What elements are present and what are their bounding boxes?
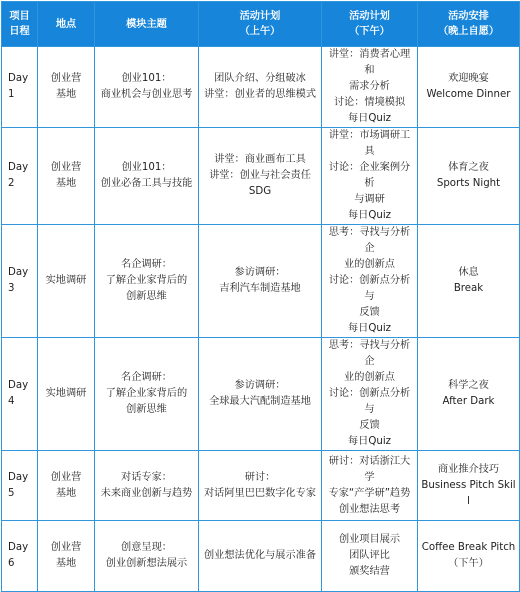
- cell-theme: 创业101： 商业机会与创业思考: [95, 47, 199, 128]
- cell-afternoon: 讲堂：市场调研工具 讨论：企业案例分析 与调研 每日Quiz: [322, 128, 418, 225]
- cell-afternoon: 讲堂：消费者心理和 需求分析 讨论：情境模拟 每日Quiz: [322, 47, 418, 128]
- cell-afternoon: 思考：寻找与分析企 业的创新点 讨论：创新点分析与 反馈 每日Quiz: [322, 225, 418, 338]
- header-afternoon: 活动计划 （下午）: [322, 2, 418, 47]
- cell-theme: 创业101： 创业必备工具与技能: [95, 128, 199, 225]
- cell-theme: 名企调研： 了解企业家背后的 创新思维: [95, 338, 199, 451]
- cell-morning: 参访调研： 吉利汽车制造基地: [199, 225, 322, 338]
- cell-day: Day5: [2, 451, 38, 521]
- cell-location: 实地调研: [38, 338, 95, 451]
- cell-location: 创业营 基地: [38, 451, 95, 521]
- header-evening: 活动安排 （晚上自愿）: [418, 2, 520, 47]
- header-location: 地点: [38, 2, 95, 47]
- cell-location: 创业营 基地: [38, 128, 95, 225]
- cell-theme: 名企调研： 了解企业家背后的 创新思维: [95, 225, 199, 338]
- cell-evening: 体育之夜 Sports Night: [418, 128, 520, 225]
- cell-evening: 商业推介技巧 Business Pitch Skill: [418, 451, 520, 521]
- cell-theme: 对话专家： 未来商业创新与趋势: [95, 451, 199, 521]
- cell-morning: 讲堂：商业画布工具 讲堂：创业与社会责任 SDG: [199, 128, 322, 225]
- cell-day: Day3: [2, 225, 38, 338]
- header-theme: 模块主题: [95, 2, 199, 47]
- header-morning: 活动计划 （上午）: [199, 2, 322, 47]
- header-row: [2, 2, 520, 47]
- cell-evening: Coffee Break Pitch （下午）: [418, 521, 520, 592]
- schedule-table: [1, 1, 520, 592]
- cell-day: Day6: [2, 521, 38, 592]
- cell-afternoon: 研讨：对话浙江大学 专家“产学研”趋势 创业想法思考: [322, 451, 418, 521]
- cell-day: Day1: [2, 47, 38, 128]
- table-row: [2, 521, 520, 592]
- cell-location: 创业营 基地: [38, 47, 95, 128]
- cell-location: 实地调研: [38, 225, 95, 338]
- cell-morning: 创业想法优化与展示准备: [199, 521, 322, 592]
- cell-evening: 欢迎晚宴 Welcome Dinner: [418, 47, 520, 128]
- table-row: [2, 225, 520, 338]
- cell-day: Day4: [2, 338, 38, 451]
- cell-morning: 参访调研： 全球最大汽配制造基地: [199, 338, 322, 451]
- table-row: [2, 338, 520, 451]
- header-day: 项目 日程: [2, 2, 38, 47]
- cell-day: Day2: [2, 128, 38, 225]
- cell-theme: 创意呈现： 创业创新想法展示: [95, 521, 199, 592]
- cell-morning: 团队介绍、分组破冰 讲堂：创业者的思维模式: [199, 47, 322, 128]
- table-row: [2, 451, 520, 521]
- cell-morning: 研讨： 对话阿里巴巴数字化专家: [199, 451, 322, 521]
- table-row: [2, 47, 520, 128]
- table-row: [2, 128, 520, 225]
- cell-evening: 科学之夜 After Dark: [418, 338, 520, 451]
- cell-afternoon: 思考：寻找与分析企 业的创新点 讨论：创新点分析与 反馈 每日Quiz: [322, 338, 418, 451]
- cell-evening: 休息 Break: [418, 225, 520, 338]
- cell-location: 创业营 基地: [38, 521, 95, 592]
- cell-afternoon: 创业项目展示 团队评比 颁奖结营: [322, 521, 418, 592]
